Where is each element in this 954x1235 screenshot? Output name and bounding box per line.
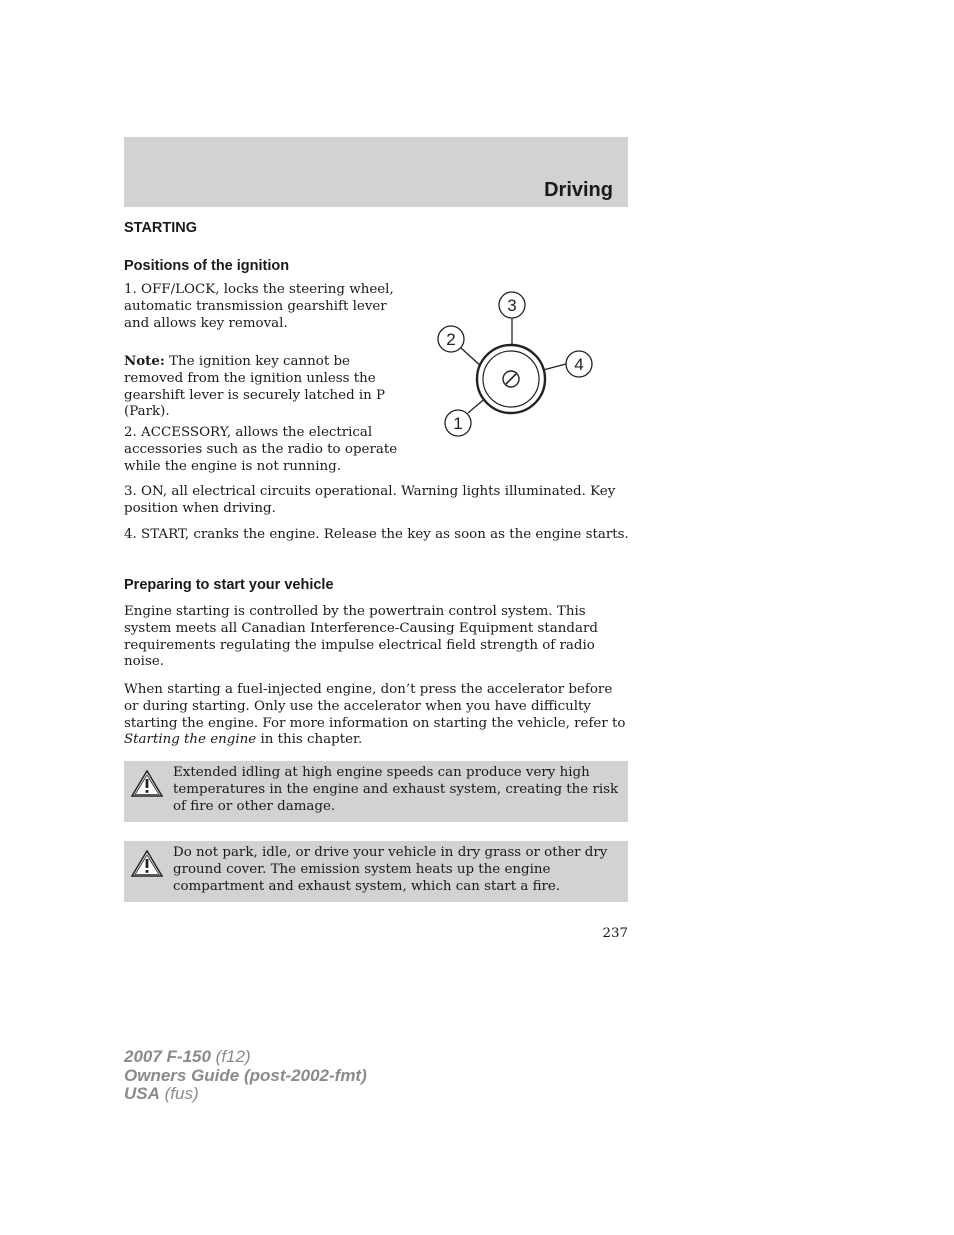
position-marker-1	[445, 410, 471, 436]
warning-box-1	[124, 761, 628, 822]
footer-model-code: (f12)	[210, 1047, 251, 1066]
position-label-3: 3	[507, 296, 517, 315]
warning-triangle-icon	[130, 769, 164, 799]
chapter-title: Driving	[544, 179, 613, 201]
footer-line-3	[124, 1085, 367, 1104]
footer-model: 2007 F-150	[124, 1047, 211, 1066]
position-marker-4	[566, 351, 592, 377]
position-label-1: 1	[453, 414, 463, 433]
chapter-reference: Starting the engine	[124, 732, 257, 748]
paragraph-2-end: in this chapter.	[256, 732, 363, 748]
page-number: 237	[602, 926, 628, 941]
warning-triangle-icon	[130, 849, 164, 879]
position-label-4: 4	[574, 355, 584, 374]
warning-text-1: Extended idling at high engine speeds can produce very high temperatures in the engine and exhaust system, creating the risk of fire or other damage.	[173, 765, 619, 814]
note-text: The ignition key cannot be removed from the ignition unless the gearshift lever is securely latched in P (Park).	[124, 354, 386, 420]
note-label: Note:	[124, 353, 165, 369]
warning-text-2: Do not park, idle, or drive your vehicle in dry grass or other dry ground cover. The emission system heats up the engine compartment and exhaust system, which can start a fire.	[173, 845, 608, 894]
ignition-item-4: 4. START, cranks the engine. Release the key as soon as the engine starts.	[124, 527, 629, 542]
ignition-item-2: 2. ACCESSORY, allows the electrical accessories such as the radio to operate while the engine is not running.	[124, 425, 398, 474]
paragraph-2-text: When starting a fuel-injected engine, don’t press the accelerator before or during starting. Only use the accelerator when you have difficulty starting the engine. For more information on starting the vehicle, refer to	[124, 682, 626, 731]
warning-box-2	[124, 841, 628, 902]
footer-market-code: (fus)	[159, 1084, 199, 1103]
preparing-paragraph-1: Engine starting is controlled by the powertrain control system. This system meets all Canadian Interference-Causing Equipment standard requirements regulating the impulse electrical field strength of radio noise.	[124, 604, 598, 670]
position-marker-3	[499, 292, 525, 318]
position-label-2: 2	[446, 330, 456, 349]
preparing-heading: Preparing to start your vehicle	[124, 577, 334, 593]
section-heading: STARTING	[124, 220, 198, 236]
footer	[124, 1048, 367, 1104]
ignition-heading: Positions of the ignition	[124, 258, 290, 274]
footer-line-1	[124, 1048, 367, 1067]
footer-market: USA	[124, 1084, 160, 1103]
preparing-paragraph-2	[124, 682, 629, 749]
position-marker-2	[438, 326, 464, 352]
ignition-diagram	[430, 288, 600, 438]
header-band	[124, 137, 628, 207]
ignition-item-1: 1. OFF/LOCK, locks the steering wheel, automatic transmission gearshift lever and allows key removal.	[124, 282, 394, 331]
ignition-item-3: 3. ON, all electrical circuits operational. Warning lights illuminated. Key position when driving.	[124, 484, 616, 516]
footer-line-2: Owners Guide (post-2002-fmt)	[124, 1065, 367, 1085]
ignition-note	[124, 353, 404, 421]
